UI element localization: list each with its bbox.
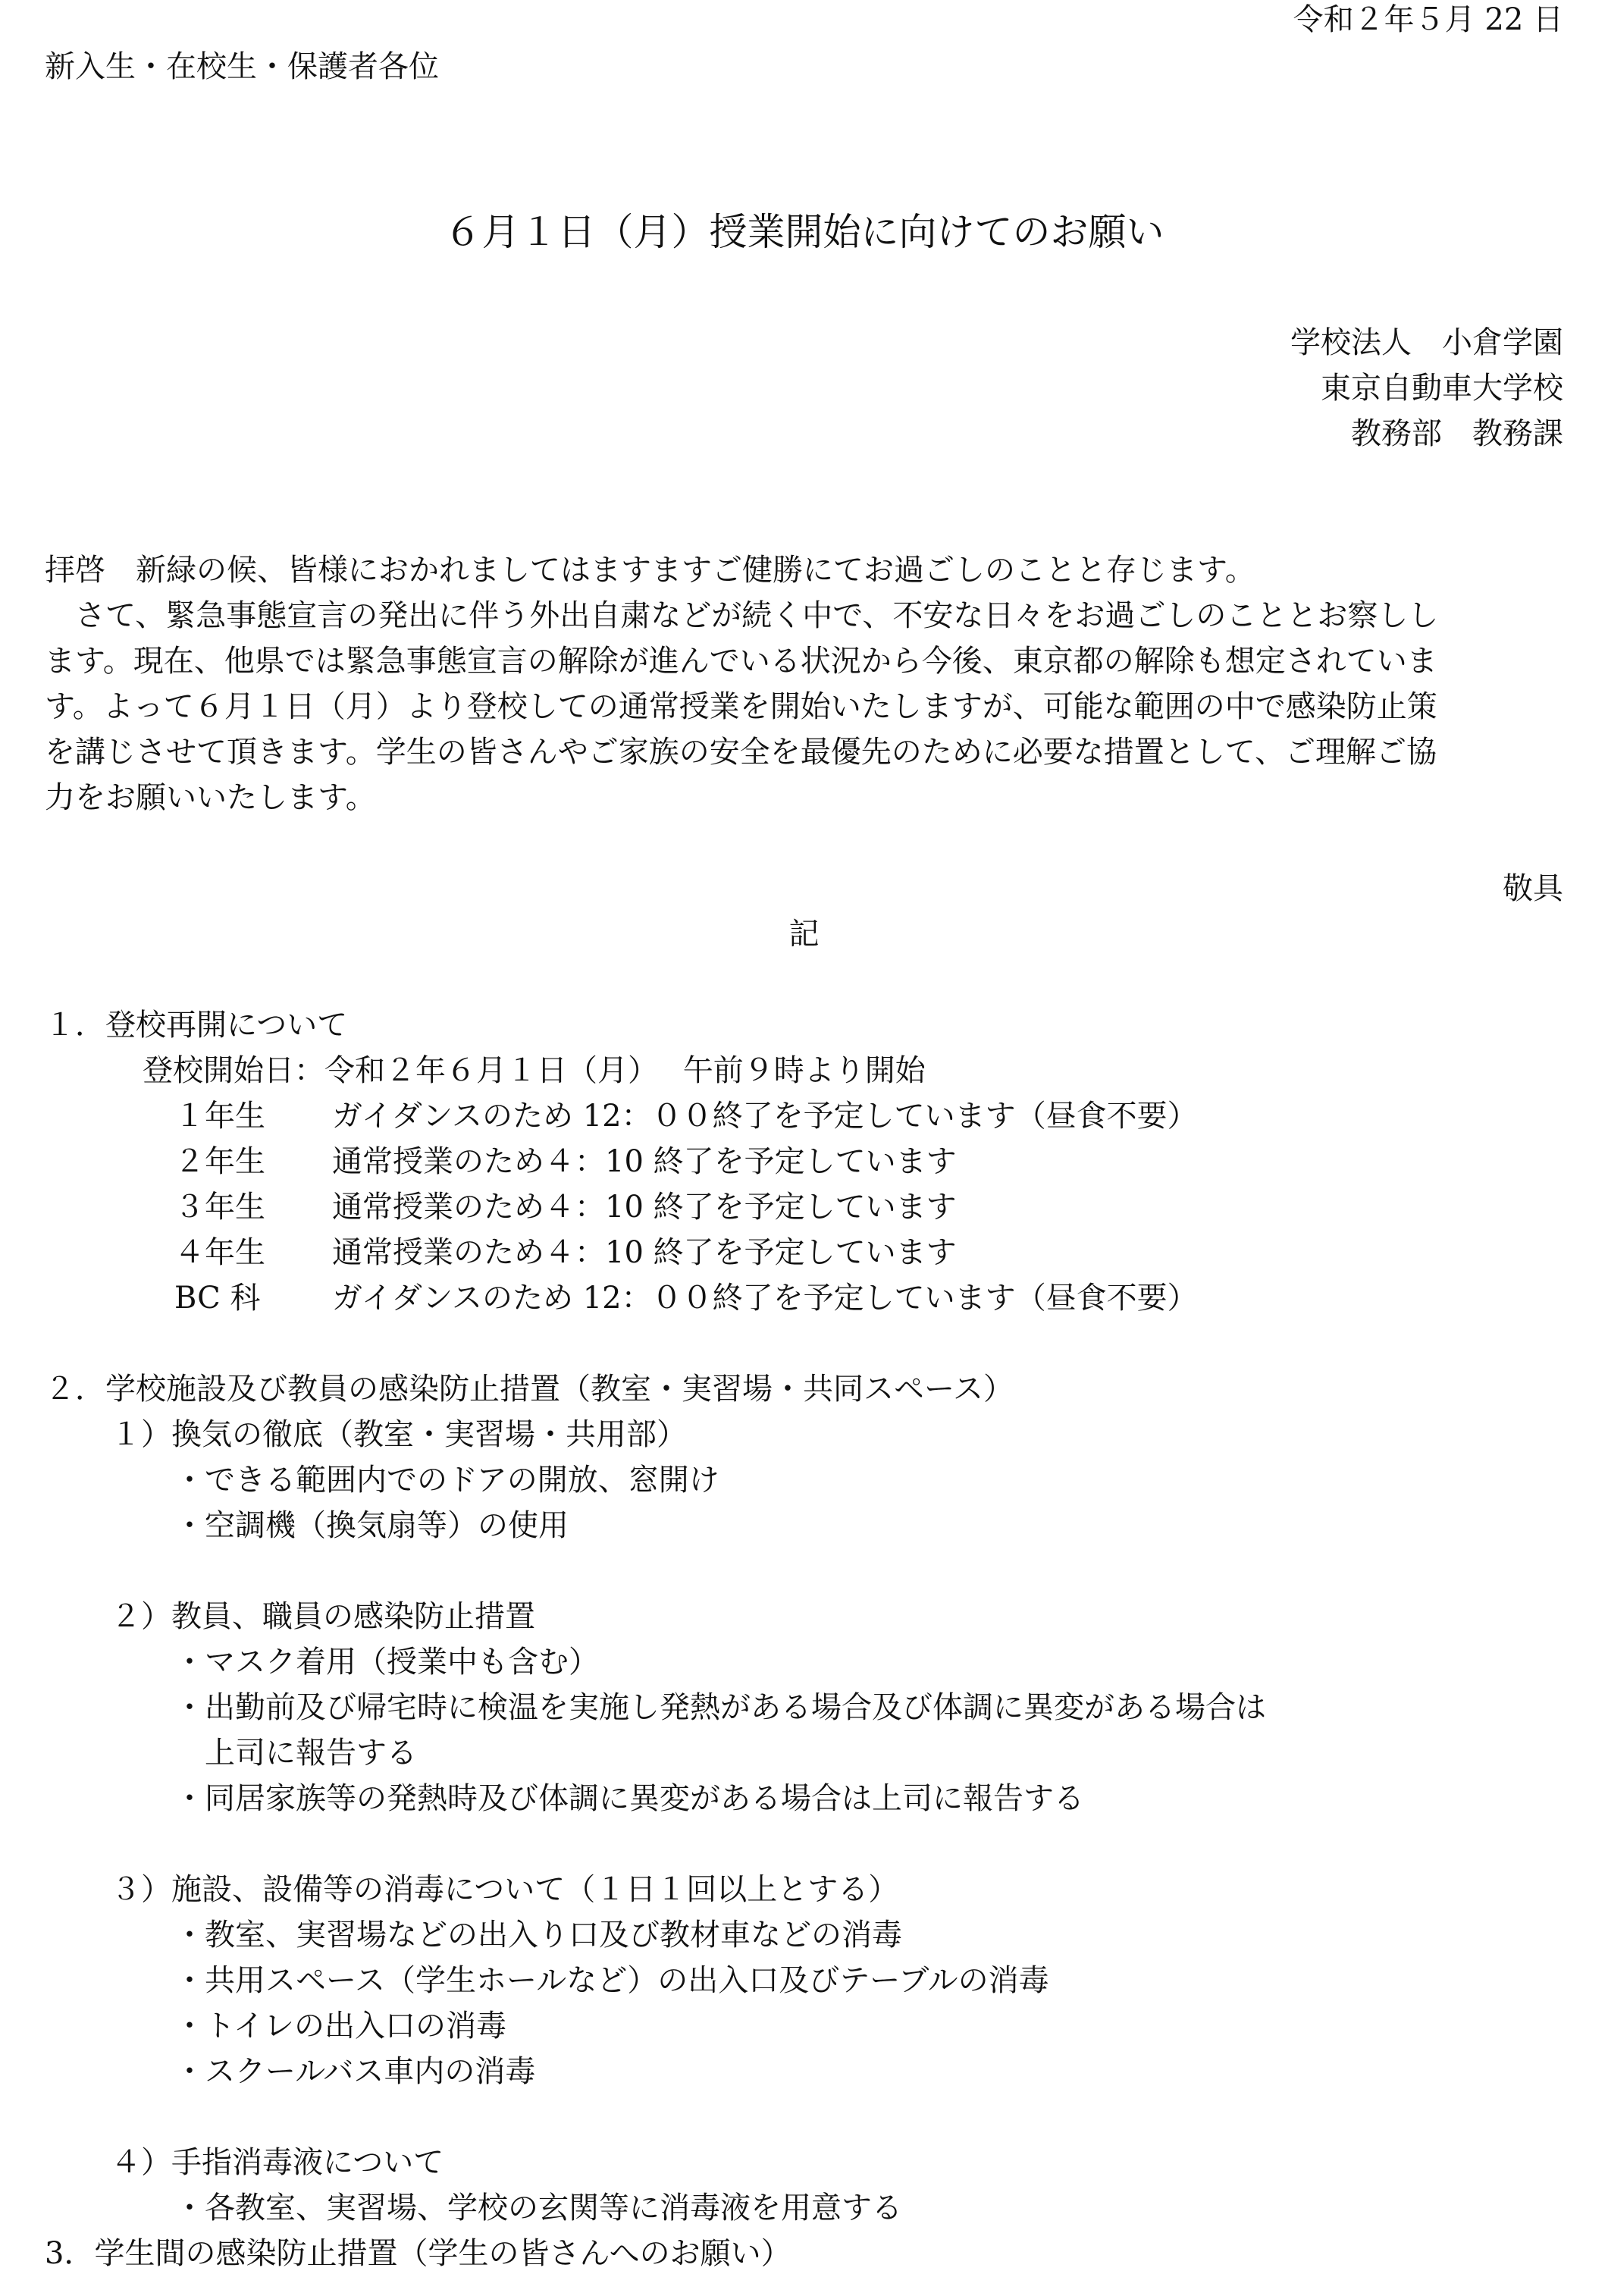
page-title: ６月１日（月）授業開始に向けてのお願い	[444, 210, 1164, 254]
document-date: 令和２年５月 22 日	[1293, 2, 1563, 37]
body-line: を講じさせて頂きます。学生の皆さんやご家族の安全を最優先のために必要な措置として、ご理解ご協	[45, 735, 1437, 770]
closing-keigu: 敬具	[1503, 871, 1563, 906]
recipients: 新入生・在校生・保護者各位	[45, 49, 439, 84]
list-item: ・共用スペース（学生ホールなど）の出入口及びテーブルの消毒	[174, 1963, 1049, 1998]
list-item: ・マスク着用（授業中も含む）	[174, 1645, 599, 1680]
list-item: ・空調機（換気扇等）の使用	[174, 1508, 569, 1543]
body-line: 力をお願いいたします。	[45, 780, 376, 815]
ki-heading: 記	[788, 917, 820, 952]
schedule-text: 通常授業のため４：10 終了を予定しています	[332, 1190, 957, 1225]
section2-heading: ２．学校施設及び教員の感染防止措置（教室・実習場・共同スペース）	[45, 1372, 1014, 1407]
sub4-heading: ４）手指消毒液について	[111, 2145, 444, 2180]
start-date-line: 登校開始日：令和２年６月１日（月） 午前９時より開始	[143, 1053, 926, 1088]
section1-heading: １．登校再開について	[45, 1008, 348, 1043]
list-item: 上司に報告する	[174, 1736, 417, 1771]
list-item: ・各教室、実習場、学校の玄関等に消毒液を用意する	[174, 2191, 902, 2225]
body-line: ます。現在、他県では緊急事態宣言の解除が進んでいる状況から今後、東京都の解除も想定されていま	[45, 644, 1437, 679]
schedule-grade: ３年生	[174, 1190, 265, 1225]
sub1-heading: １）換気の徹底（教室・実習場・共用部）	[111, 1417, 687, 1452]
greeting-line: 拝啓 新緑の候、皆様におかれましてはますますご健勝にてお過ごしのことと存じます。	[45, 553, 1255, 588]
section3-heading: 3．学生間の感染防止措置（学生の皆さんへのお願い）	[45, 2236, 791, 2271]
list-item: ・できる範囲内でのドアの開放、窓開け	[174, 1463, 719, 1498]
schedule-grade: ４年生	[174, 1235, 265, 1270]
schedule-grade: １年生	[174, 1099, 265, 1134]
sender-org: 学校法人 小倉学園	[1290, 325, 1563, 360]
sub2-heading: ２）教員、職員の感染防止措置	[111, 1599, 535, 1634]
list-item: ・スクールバス車内の消毒	[174, 2054, 536, 2089]
list-item: ・出勤前及び帰宅時に検温を実施し発熱がある場合及び体調に異変がある場合は	[174, 1690, 1266, 1725]
body-line: す。よって６月１日（月）より登校しての通常授業を開始いたしますが、可能な範囲の中で感染防止策	[45, 689, 1437, 724]
schedule-text: 通常授業のため４：10 終了を予定しています	[332, 1144, 957, 1179]
sender-dept: 教務部 教務課	[1351, 416, 1563, 451]
schedule-grade: ２年生	[174, 1144, 265, 1179]
schedule-text: ガイダンスのため 12：００終了を予定しています（昼食不要）	[332, 1281, 1198, 1316]
sub3-heading: ３）施設、設備等の消毒について（１日１回以上とする）	[111, 1872, 899, 1907]
sender-school: 東京自動車大学校	[1321, 371, 1563, 406]
list-item: ・同居家族等の発熱時及び体調に異変がある場合は上司に報告する	[174, 1781, 1084, 1816]
list-item: ・トイレの出入口の消毒	[174, 2009, 506, 2044]
schedule-text: ガイダンスのため 12：００終了を予定しています（昼食不要）	[332, 1099, 1198, 1134]
schedule-text: 通常授業のため４：10 終了を予定しています	[332, 1235, 957, 1270]
body-line: さて、緊急事態宣言の発出に伴う外出自粛などが続く中で、不安な日々をお過ごしのこととお察しし	[45, 598, 1439, 633]
list-item: ・教室、実習場などの出入り口及び教材車などの消毒	[174, 1918, 902, 1953]
schedule-grade: BC 科	[174, 1281, 261, 1316]
